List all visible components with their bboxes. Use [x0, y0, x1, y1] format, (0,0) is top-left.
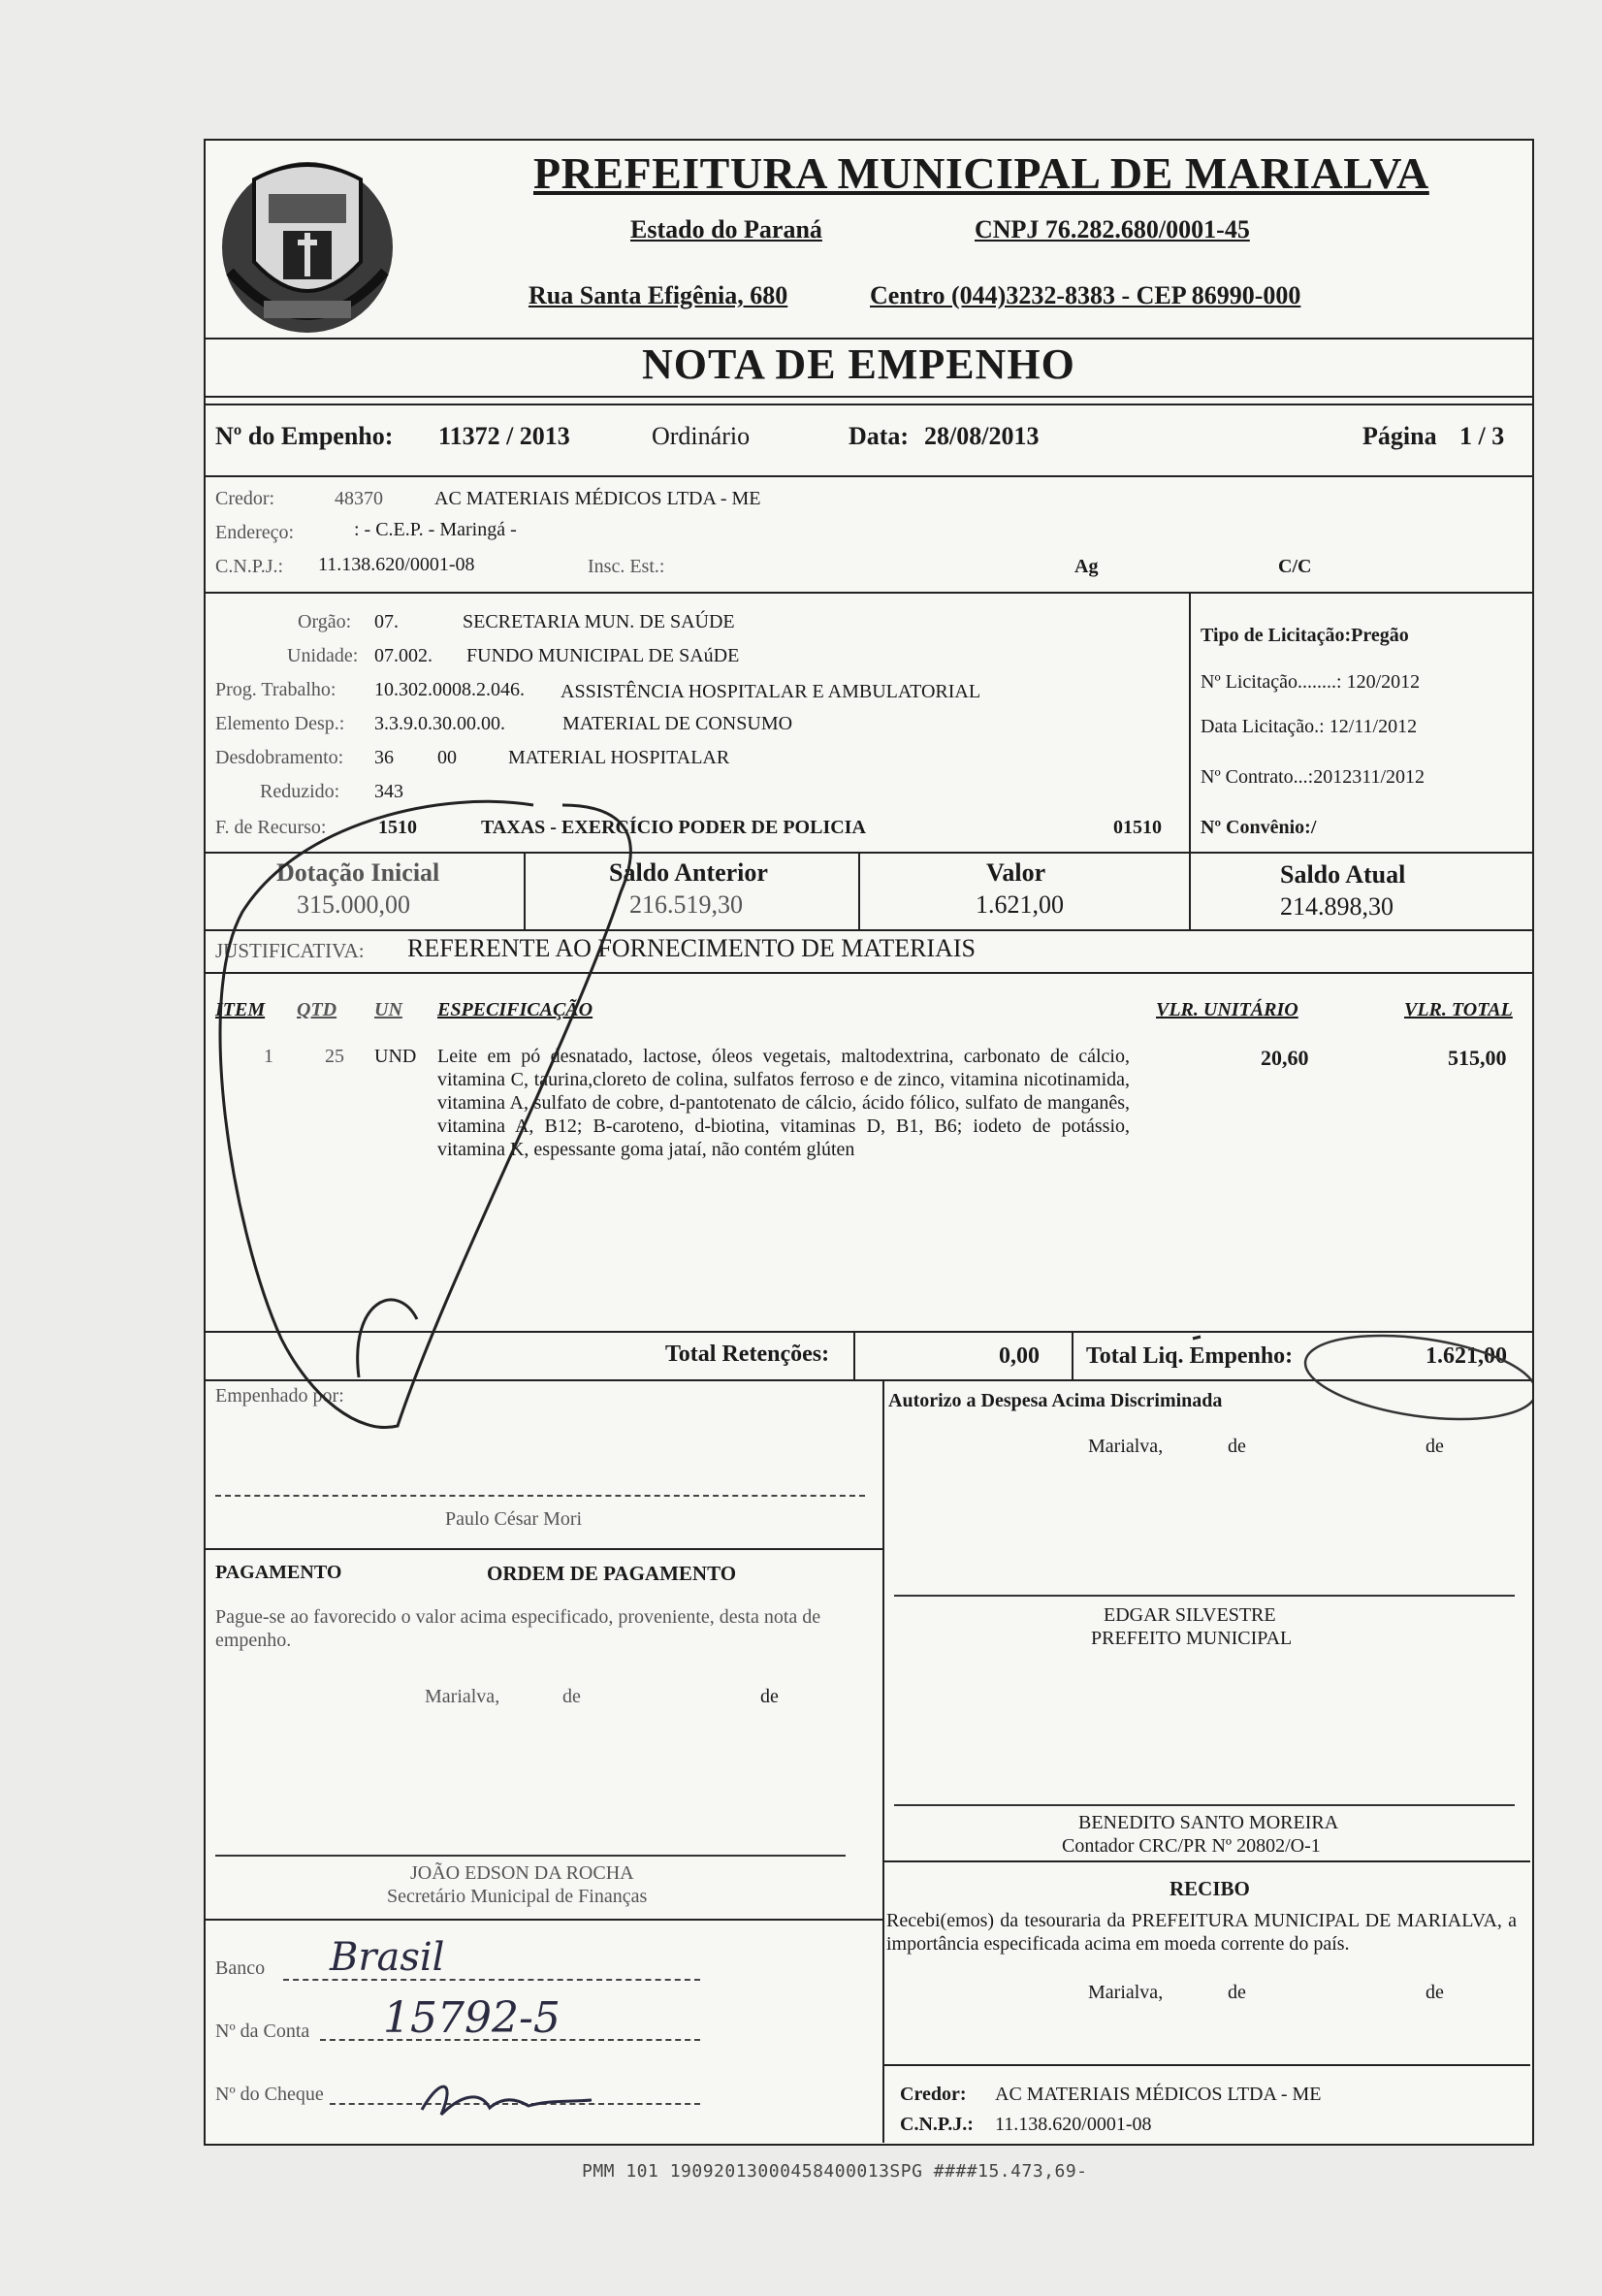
col-item-header: ITEM [215, 999, 266, 1020]
unidade-label: Unidade: [287, 645, 359, 666]
empenho-kind: Ordinário [652, 422, 751, 450]
divider [204, 404, 1532, 405]
signature-line [894, 1595, 1515, 1597]
footer-stamp: PMM 101 19092013000458400013SPG ####15.473,69- [582, 2161, 1088, 2182]
recibo-cnpj-label: C.N.P.J.: [900, 2114, 974, 2135]
autorizo-de-1: de [1228, 1436, 1246, 1457]
item-unit-price: 20,60 [1261, 1046, 1309, 1070]
elemento-name: MATERIAL DE CONSUMO [562, 713, 793, 734]
empenhado-label: Empenhado por: [215, 1385, 344, 1407]
recibo-label: RECIBO [1169, 1877, 1250, 1900]
retencoes-value: 0,00 [999, 1343, 1040, 1369]
item-total-price: 515,00 [1448, 1046, 1507, 1070]
conta-label: Nº da Conta [215, 2021, 310, 2042]
handwritten-check-icon [204, 795, 1532, 1494]
pagamento-de-2: de [760, 1686, 779, 1707]
insc-label: Insc. Est.: [588, 556, 665, 577]
page-number: 1 / 3 [1459, 422, 1505, 450]
banco-label: Banco [215, 1957, 266, 1979]
cheque-signature-icon [412, 2071, 596, 2124]
orgao-name: SECRETARIA MUN. DE SAÚDE [463, 611, 735, 632]
autorizo-city: Marialva, [1088, 1436, 1164, 1457]
liquido-value: 1.621,00 [1426, 1343, 1507, 1369]
recibo-text: Recebi(emos) da tesouraria da PREFEITURA MUNICIPAL DE MARIALVA, a importância especificada acima em moeda corrente do país. [886, 1910, 1517, 1955]
dotacao-value: 315.000,00 [297, 890, 410, 919]
recibo-credor-name: AC MATERIAIS MÉDICOS LTDA - ME [995, 2084, 1322, 2105]
licitacao-data: Data Licitação.: 12/11/2012 [1201, 716, 1418, 737]
recibo-de-1: de [1228, 1982, 1246, 2003]
conta-handwritten: 15792-5 [383, 1993, 561, 2043]
pague-text: Pague-se ao favorecido o valor acima especificado, proveniente, desta nota de empenho. [215, 1606, 821, 1651]
empenho-number-label: Nº do Empenho: [215, 422, 394, 450]
contador-title: Contador CRC/PR Nº 20802/O-1 [1062, 1835, 1321, 1857]
licitacao-convenio: Nº Convênio:/ [1201, 817, 1317, 838]
secretario-title: Secretário Municipal de Finanças [387, 1886, 648, 1907]
licitacao-numero: Nº Licitação........: 120/2012 [1201, 671, 1421, 693]
signature-line [894, 1804, 1515, 1806]
autorizo-de-2: de [1426, 1436, 1444, 1457]
recurso-code: 1510 [378, 817, 417, 838]
credor-label: Credor: [215, 488, 275, 509]
elemento-label: Elemento Desp.: [215, 713, 345, 734]
recibo-city: Marialva, [1088, 1982, 1164, 2003]
cheque-label: Nº do Cheque [215, 2084, 324, 2105]
retencoes-label: Total Retenções: [665, 1342, 830, 1367]
pagamento-city: Marialva, [425, 1686, 500, 1707]
contador-name: BENEDITO SANTO MOREIRA [1078, 1812, 1339, 1833]
col-unit-header: VLR. UNITÁRIO [1156, 999, 1298, 1020]
col-un-header: UN [374, 999, 402, 1020]
document-type: NOTA DE EMPENHO [642, 340, 1075, 388]
prog-code: 10.302.0008.2.046. [374, 679, 525, 700]
divider [882, 2064, 1530, 2066]
cnpj-label: C.N.P.J.: [215, 556, 284, 577]
desdobramento-name: MATERIAL HOSPITALAR [508, 747, 730, 768]
divider [882, 1860, 1530, 1862]
saldo-anterior-label: Saldo Anterior [609, 858, 768, 887]
justificativa-text: REFERENTE AO FORNECIMENTO DE MATERIAIS [407, 934, 976, 962]
pagamento-label: PAGAMENTO [215, 1562, 342, 1583]
divider [204, 592, 1532, 594]
ordem-pagamento-label: ORDEM DE PAGAMENTO [487, 1562, 737, 1585]
credor-code: 48370 [335, 488, 383, 509]
recurso-label: F. de Recurso: [215, 817, 327, 838]
state-label: Estado do Paraná [630, 215, 822, 243]
page-label: Página [1362, 422, 1437, 450]
unidade-code: 07.002. [374, 645, 433, 666]
reduzido-value: 343 [374, 781, 403, 802]
cnpj-value: 11.138.620/0001-08 [318, 554, 475, 575]
dotacao-label: Dotação Inicial [276, 858, 440, 887]
item-specification: Leite em pó desnatado, lactose, óleos vegetais, maltodextrina, carbonato de cálcio, vitamina C, taurina,cloreto de colina, sulfatos ferroso e de zinco, vitamina nicotinamida, vitamina A, sulfato de cobre, d-pantotenato de cálcio, ácido fólico, sulfato de manganês, vitamina A, B12; B-caroteno, d-biotina, vitaminas D, B1, B6; iodeto de potássio, vitamina K, espessante goma jataí, não contém glúten [437, 1046, 1130, 1160]
municipal-crest-icon [215, 155, 400, 344]
endereco-label: Endereço: [215, 522, 295, 543]
desdobramento-code: 36 [374, 747, 394, 768]
divider [882, 1379, 884, 2143]
divider [204, 396, 1532, 398]
recurso-name: TAXAS - EXERCÍCIO PODER DE POLICIA [481, 817, 866, 838]
address-label: Rua Santa Efigênia, 680 [529, 281, 788, 309]
recibo-credor-label: Credor: [900, 2084, 967, 2105]
contact-label: Centro (044)3232-8383 - CEP 86990-000 [870, 281, 1301, 309]
banco-handwritten: Brasil [330, 1935, 445, 1980]
item-number: 1 [264, 1046, 273, 1067]
licitacao-contrato: Nº Contrato...:2012311/2012 [1201, 766, 1426, 788]
liquido-label: Total Liq. Empenho: [1086, 1343, 1294, 1369]
signature-line [215, 1855, 846, 1857]
divider [204, 1548, 882, 1550]
desdobramento-label: Desdobramento: [215, 747, 344, 768]
licitacao-tipo: Tipo de Licitação:Pregão [1201, 625, 1409, 646]
desdobramento-sub: 00 [437, 747, 457, 768]
ag-label: Ag [1074, 556, 1099, 577]
reduzido-label: Reduzido: [260, 781, 340, 802]
saldo-atual-label: Saldo Atual [1280, 860, 1406, 889]
unidade-name: FUNDO MUNICIPAL DE SAúDE [466, 645, 740, 666]
credor-name: AC MATERIAIS MÉDICOS LTDA - ME [434, 488, 761, 509]
prefeito-name: EDGAR SILVESTRE [1104, 1604, 1276, 1626]
col-total-header: VLR. TOTAL [1404, 999, 1513, 1020]
cnpj-label: CNPJ 76.282.680/0001-45 [975, 215, 1250, 243]
saldo-anterior-value: 216.519,30 [629, 890, 743, 919]
recurso-ref: 01510 [1113, 817, 1162, 838]
item-qty: 25 [325, 1046, 344, 1067]
col-spec-header: ESPECIFICAÇÃO [437, 999, 593, 1020]
secretario-name: JOÃO EDSON DA ROCHA [410, 1862, 634, 1884]
empenhado-name: Paulo César Mori [445, 1508, 583, 1530]
valor-value: 1.621,00 [976, 890, 1064, 919]
prefeito-title: PREFEITO MUNICIPAL [1091, 1628, 1293, 1649]
prog-name: ASSISTÊNCIA HOSPITALAR E AMBULATORIAL [561, 681, 981, 702]
empenho-number: 11372 / 2013 [438, 422, 570, 450]
orgao-label: Orgão: [298, 611, 352, 632]
orgao-code: 07. [374, 611, 399, 632]
divider [204, 1919, 882, 1921]
recibo-cnpj-value: 11.138.620/0001-08 [995, 2114, 1152, 2135]
item-unit: UND [374, 1046, 417, 1067]
autorizo-label: Autorizo a Despesa Acima Discriminada [888, 1390, 1223, 1411]
cc-label: C/C [1278, 556, 1312, 577]
elemento-code: 3.3.9.0.30.00.00. [374, 713, 505, 734]
empenho-date: 28/08/2013 [924, 422, 1040, 450]
prog-label: Prog. Trabalho: [215, 679, 336, 700]
valor-label: Valor [986, 858, 1046, 887]
justificativa-label: JUSTIFICATIVA: [215, 939, 365, 962]
divider [204, 475, 1532, 477]
pagamento-de-1: de [562, 1686, 581, 1707]
signature-line [215, 1495, 865, 1497]
col-qtd-header: QTD [297, 999, 337, 1020]
empenho-date-label: Data: [849, 422, 910, 450]
page-title: PREFEITURA MUNICIPAL DE MARIALVA [533, 148, 1429, 198]
endereco-value: : - C.E.P. - Maringá - [354, 519, 517, 540]
recibo-de-2: de [1426, 1982, 1444, 2003]
saldo-atual-value: 214.898,30 [1280, 892, 1394, 921]
